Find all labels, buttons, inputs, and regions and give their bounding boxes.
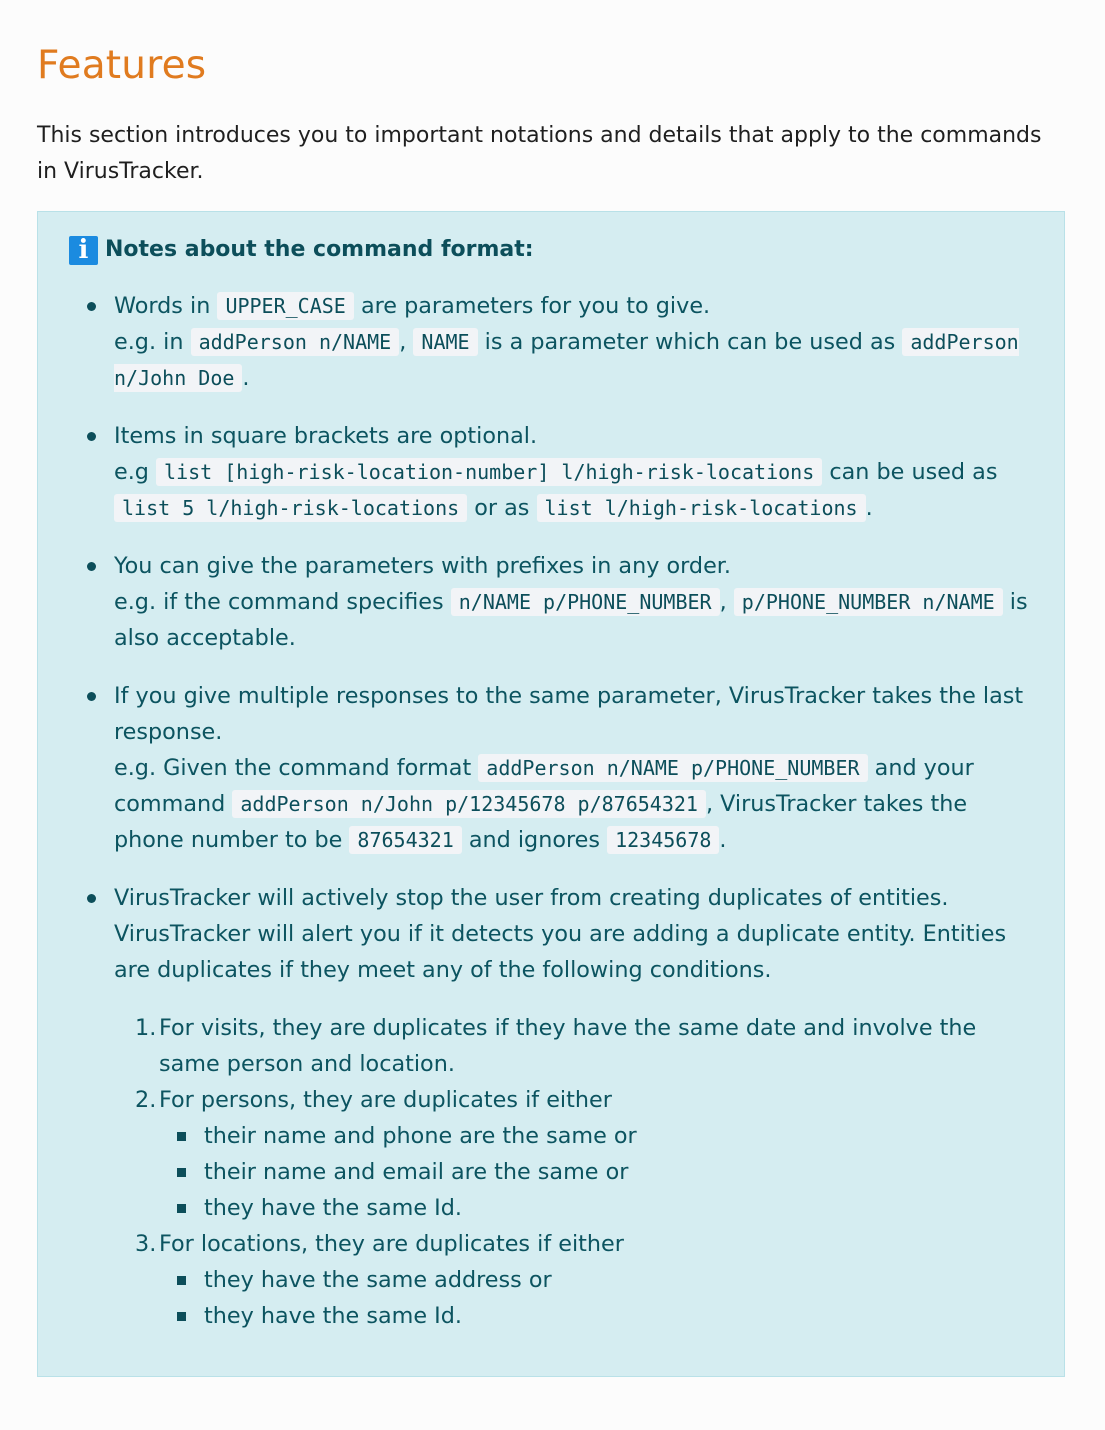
list-item-upper-case [114, 288, 1034, 396]
code-name: NAME [413, 328, 477, 356]
text: Words in [114, 293, 218, 319]
note-title [69, 235, 534, 265]
code-add-person-example: addPerson n/John Doe [114, 330, 1019, 390]
list-item-duplicates [114, 880, 1034, 1334]
code-order-1: n/NAME p/PHONE_NUMBER [451, 588, 720, 616]
text: . [242, 365, 250, 391]
code-command: addPerson n/John p/12345678 p/87654321 [232, 790, 706, 818]
text: You can give the parameters with prefixes in any order. [114, 553, 732, 579]
code-add-person: addPerson n/NAME [191, 328, 400, 356]
note-title-text: Notes about the command format: [105, 237, 534, 262]
text: is also acceptable. [114, 589, 1028, 651]
list-item: they have the same address or [204, 1262, 1034, 1298]
text: For persons, they are duplicates if either [159, 1087, 612, 1113]
text: and ignores [461, 827, 608, 853]
text: e.g. Given the command format [114, 755, 479, 781]
text: Items in square brackets are optional. [114, 423, 538, 449]
text: or as [467, 495, 537, 521]
text: e.g [114, 459, 157, 485]
text: , [399, 329, 414, 355]
text: , [719, 589, 734, 615]
condition-locations [159, 1226, 1034, 1334]
text: e.g. in [114, 329, 191, 355]
code-last-number: 87654321 [349, 826, 461, 854]
code-list-example-2: list l/high-risk-locations [537, 494, 866, 522]
list-item: they have the same Id. [204, 1298, 1034, 1334]
code-order-2: p/PHONE_NUMBER n/NAME [734, 588, 1003, 616]
text: and your command [114, 755, 974, 817]
text: . [865, 495, 873, 521]
info-icon: i [69, 236, 98, 265]
text: can be used as [822, 459, 998, 485]
text: is a parameter which can be used as [477, 329, 903, 355]
persons-conditions [159, 1118, 1034, 1226]
note-box [37, 211, 1065, 1377]
duplicate-conditions [114, 1010, 1034, 1334]
condition-visits: For visits, they are duplicates if they have the same date and involve the same person and location. [159, 1015, 977, 1077]
text: are parameters for you to give. [353, 293, 711, 319]
notes-list [38, 288, 1034, 1356]
text: , VirusTracker takes the phone number to be [114, 791, 968, 853]
code-first-number: 12345678 [607, 826, 719, 854]
list-item-order [114, 548, 1034, 656]
text: . [719, 827, 727, 853]
text: If you give multiple responses to the same parameter, VirusTracker takes the last response. [114, 683, 1024, 745]
page-title: Features [37, 43, 207, 88]
condition-persons [159, 1082, 1034, 1226]
text: VirusTracker will actively stop the user from creating duplicates of entities. VirusTracker will alert you if it detects you are adding a duplicate entity. Entities are duplicates if they meet any of the following conditions. [114, 885, 1007, 983]
code-format: addPerson n/NAME p/PHONE_NUMBER [478, 754, 867, 782]
locations-conditions [159, 1262, 1034, 1334]
code-upper-case: UPPER_CASE [217, 292, 353, 320]
code-list-format: list [high-risk-location-number] l/high-risk-locations [156, 458, 822, 486]
list-item: they have the same Id. [204, 1190, 1034, 1226]
text: e.g. if the command specifies [114, 589, 451, 615]
list-item-optional [114, 418, 1034, 526]
list-item-multiple [114, 678, 1034, 858]
intro-text: This section introduces you to important notations and details that apply to the commands in VirusTracker. [37, 123, 1042, 184]
list-item: their name and email are the same or [204, 1154, 1034, 1190]
code-list-example-1: list 5 l/high-risk-locations [114, 494, 467, 522]
text: For locations, they are duplicates if either [159, 1231, 624, 1257]
list-item: their name and phone are the same or [204, 1118, 1034, 1154]
